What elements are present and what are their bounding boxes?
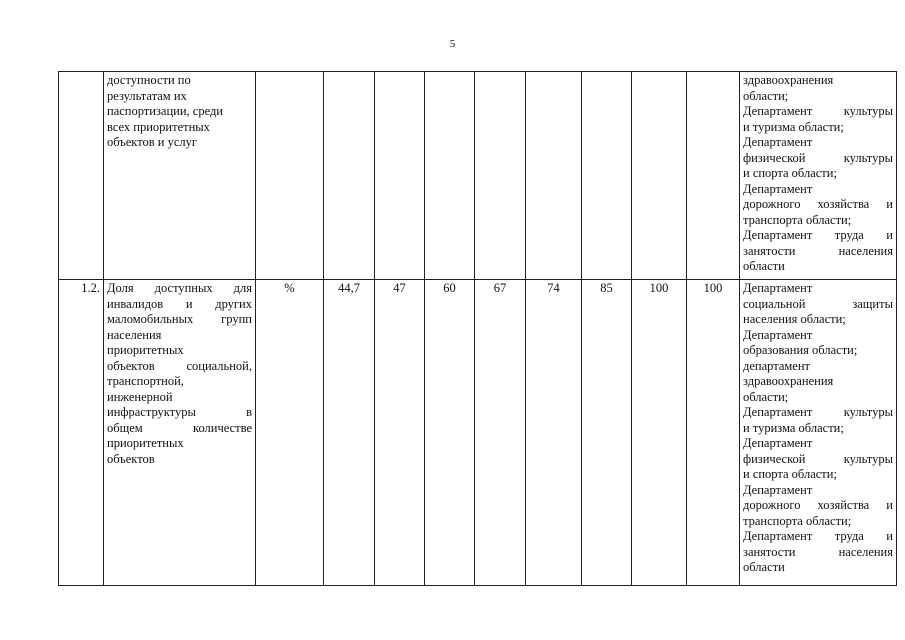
executor-line: области;	[743, 88, 789, 103]
executor-line: Департамент культуры	[743, 405, 893, 419]
executor-line: занятости населения	[743, 544, 893, 559]
executor-line: области;	[743, 389, 789, 404]
executor-cell	[740, 280, 897, 586]
table-row	[59, 72, 897, 280]
value-cell: 60	[425, 280, 475, 586]
executor-line: здравоохранения	[743, 73, 834, 87]
unit-cell: %	[256, 280, 324, 586]
executor-line: дорожного хозяйства и	[743, 197, 893, 211]
executor-line: транспорта области;	[743, 212, 852, 227]
indicator-cell	[104, 280, 256, 586]
executor-line: Департамент труда и	[743, 228, 893, 242]
indicator-line: приоритетных	[107, 343, 184, 357]
executor-line: Департамент	[743, 482, 813, 497]
executor-line: Департамент	[743, 327, 813, 342]
value-cell	[375, 72, 425, 280]
indicator-line: инфраструктуры в	[107, 405, 252, 419]
value-cell	[687, 72, 740, 280]
indicator-line: Доля доступных для	[107, 281, 252, 295]
executor-line: образования области;	[743, 343, 858, 357]
executor-line: департамент	[743, 358, 811, 373]
executor-line: Департамент	[743, 436, 813, 450]
executor-line: и спорта области;	[743, 467, 837, 481]
unit-cell	[256, 72, 324, 280]
executor-line: транспорта области;	[743, 513, 852, 528]
indicator-cell	[104, 72, 256, 280]
indicator-line: приоритетных	[107, 436, 184, 450]
executor-line: Департамент культуры	[743, 104, 893, 118]
indicator-line: доступности по	[107, 73, 191, 87]
indicator-line: населения	[107, 327, 162, 342]
executor-line: и туризма области;	[743, 119, 844, 134]
executor-line: здравоохранения	[743, 374, 834, 388]
value-cell	[324, 72, 375, 280]
value-cell: 74	[526, 280, 582, 586]
executor-line: и спорта области;	[743, 166, 837, 180]
indicator-line: паспортизации, среди	[107, 104, 223, 118]
table-row	[59, 280, 897, 586]
row-number-cell: 1.2.	[59, 280, 104, 586]
value-cell	[475, 72, 526, 280]
page-number: 5	[449, 38, 456, 50]
indicator-line: транспортной,	[107, 374, 184, 388]
executor-line: области	[743, 259, 785, 273]
indicators-table	[58, 71, 897, 586]
indicator-line: результатам их	[107, 88, 187, 103]
executor-line: области	[743, 560, 785, 574]
executor-line: населения области;	[743, 312, 846, 326]
value-cell: 67	[475, 280, 526, 586]
executor-line: Департамент	[743, 281, 813, 295]
indicator-line: объектов	[107, 451, 155, 466]
executor-line: Департамент труда и	[743, 529, 893, 543]
executor-line: занятости населения	[743, 243, 893, 258]
indicator-line: инженерной	[107, 389, 173, 404]
value-cell: 47	[375, 280, 425, 586]
value-cell	[632, 72, 687, 280]
executor-line: социальной защиты	[743, 296, 893, 311]
indicator-line: всех приоритетных	[107, 119, 210, 134]
value-cell	[526, 72, 582, 280]
executor-line: Департамент	[743, 135, 813, 149]
indicator-line: общем количестве	[107, 420, 252, 435]
value-cell: 44,7	[324, 280, 375, 586]
value-cell: 100	[687, 280, 740, 586]
indicator-line: инвалидов и других	[107, 296, 252, 311]
indicator-line: объектов социальной,	[107, 358, 252, 373]
executor-line: Департамент	[743, 181, 813, 196]
row-number-cell	[59, 72, 104, 280]
executor-line: физической культуры	[743, 451, 893, 466]
indicator-line: маломобильных групп	[107, 312, 252, 326]
executor-line: физической культуры	[743, 150, 893, 165]
executor-line: и туризма области;	[743, 420, 844, 435]
value-cell	[425, 72, 475, 280]
value-cell	[582, 72, 632, 280]
executor-cell	[740, 72, 897, 280]
value-cell: 85	[582, 280, 632, 586]
executor-line: дорожного хозяйства и	[743, 498, 893, 512]
value-cell: 100	[632, 280, 687, 586]
indicator-line: объектов и услуг	[107, 135, 198, 149]
